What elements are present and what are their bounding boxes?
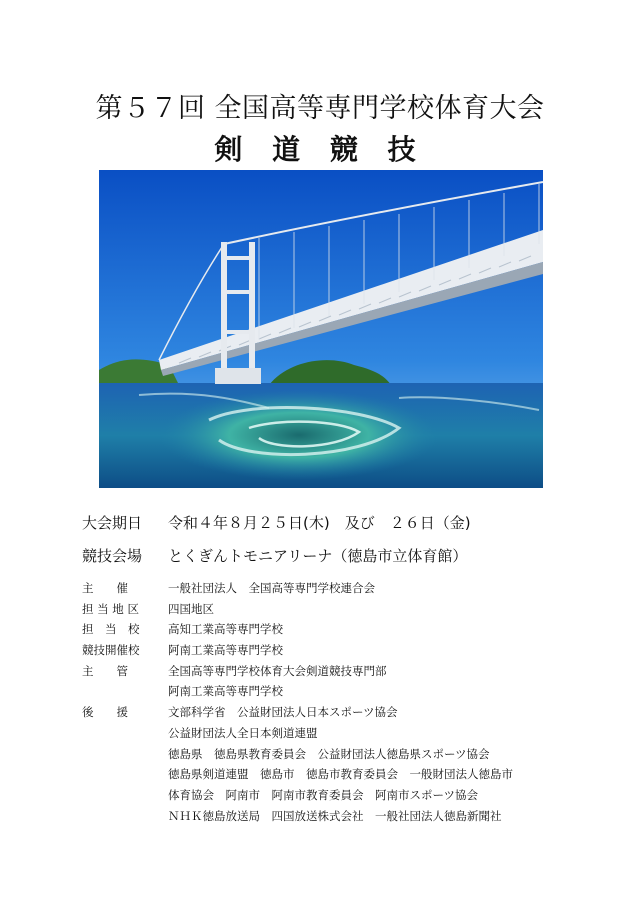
organizer-row: 後 援 文部科学省 公益財団法人日本スポーツ協会 <box>82 705 398 720</box>
page-subtitle: 剣 道 競 技 <box>214 133 426 166</box>
organizer-row: 阿南工業高等専門学校 <box>168 684 283 699</box>
page-title: 第５７回 全国高等専門学校体育大会 <box>95 93 545 124</box>
organizer-row: 徳島県剣道連盟 徳島市 徳島市教育委員会 一般財団法人徳島市 <box>168 767 513 782</box>
organizer-row: 担 当 校 高知工業高等専門学校 <box>82 622 283 637</box>
bridge-photo <box>99 170 543 488</box>
event-venue-label: 競技会場 <box>82 547 143 565</box>
event-dates-label: 大会期日 <box>82 514 143 532</box>
organizer-row: 担 当 地 区 四国地区 <box>82 601 214 616</box>
organizer-row: ＮＨＫ徳島放送局 四国放送株式会社 一般社団法人徳島新聞社 <box>168 808 502 823</box>
organizer-row: 競技開催校 阿南工業高等専門学校 <box>82 643 283 658</box>
event-dates-value: 令和４年８月２５日(木) 及び ２６日（金) <box>168 514 471 532</box>
organizer-list <box>82 578 513 826</box>
organizer-row: 徳島県 徳島県教育委員会 公益財団法人徳島県スポーツ協会 <box>168 746 490 761</box>
organizer-row: 主 催 一般社団法人 全国高等専門学校連合会 <box>82 581 375 595</box>
organizer-row: 主 管 全国高等専門学校体育大会剣道競技専門部 <box>82 663 387 678</box>
event-dates <box>82 512 471 533</box>
organizer-row: 公益財団法人全日本剣道連盟 <box>168 725 318 740</box>
event-venue <box>82 545 467 566</box>
event-venue-value: とくぎんトモニアリーナ（徳島市立体育館） <box>168 547 468 565</box>
organizer-row: 体育協会 阿南市 阿南市教育委員会 阿南市スポーツ協会 <box>168 787 479 802</box>
